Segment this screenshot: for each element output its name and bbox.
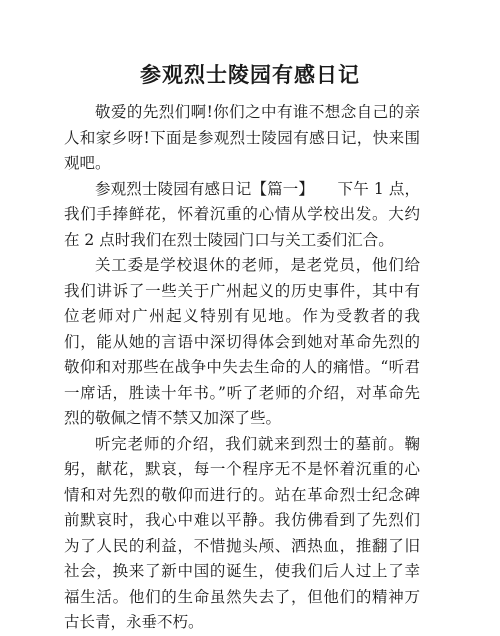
paragraph-intro: 敬爱的先烈们啊!你们之中有谁不想念自己的亲人和家乡呀!下面是参观烈士陵园有感日记，快来围观吧。 [64,103,420,172]
document-title: 参观烈士陵园有感日记 [140,62,360,87]
document-body [64,100,420,636]
paragraph-committee: 关工委是学校退休的老师，是老党员，他们给我们讲诉了一些关于广州起义的历史事件，其中有位老师对广州起义特别有见地。作为受教者的我们，能从她的言语中深切得体会到她对革命先烈的敬仰和对那些在战争中失去生命的人的痛惜。“听君一席话，胜读十年书。”听了老师的介绍，对革命先烈的敬佩之情不禁又加深了些。 [64,256,420,427]
paragraph-chapter-one: 参观烈士陵园有感日记【篇一】 下午 1 点，我们手捧鲜花，怀着沉重的心情从学校出发。大约在 2 点时我们在烈士陵园门口与关工委们汇合。 [64,179,420,249]
paragraph-tomb: 听完老师的介绍，我们就来到烈士的墓前。鞠躬，献花，默哀，每一个程序无不是怀着沉重的心情和对先烈的敬仰而进行的。站在革命烈士纪念碑前默哀时，我心中难以平静。我仿佛看到了先烈们为了人民的利益，不惜抛头颅、洒热血，推翻了旧社会，换来了新中国的诞生，使我们后人过上了幸福生活。他们的生命虽然失去了，但他们的精神万古长青，永垂不朽。 [64,434,420,631]
